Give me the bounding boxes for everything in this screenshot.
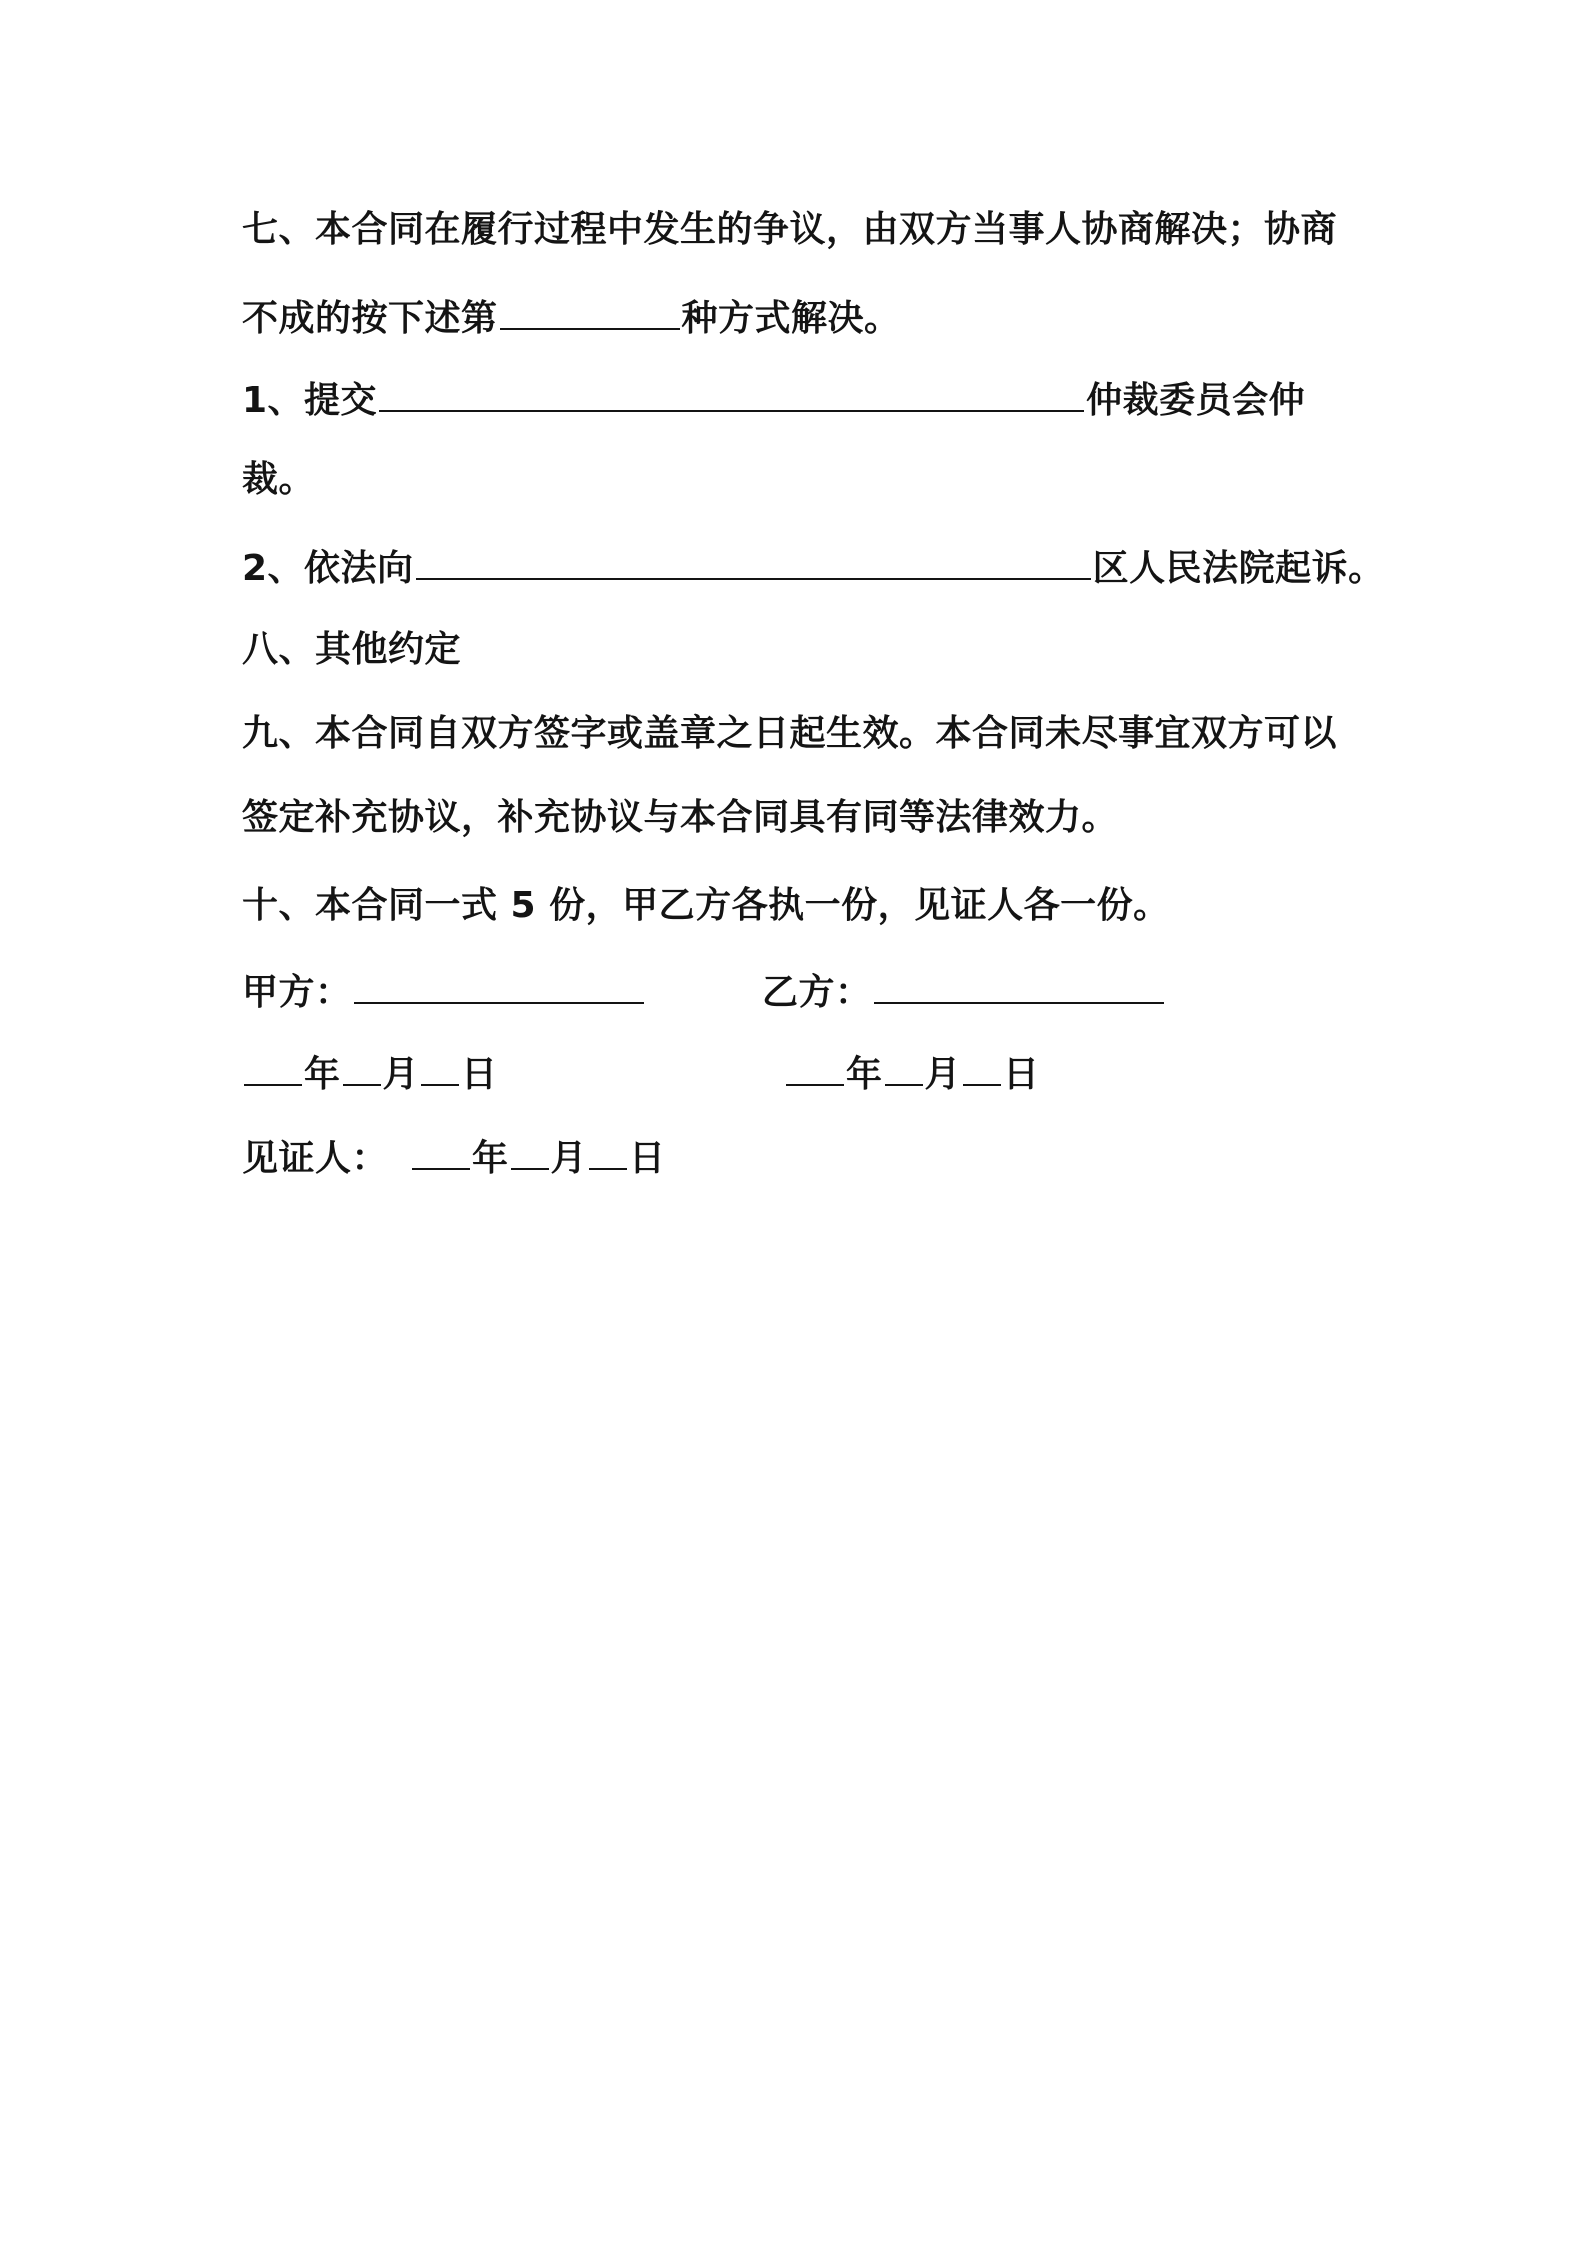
party-a-blank[interactable] bbox=[354, 970, 644, 1004]
month-blank[interactable] bbox=[885, 1052, 923, 1086]
clause-10: 十、本合同一式 5 份，甲乙方各执一份，见证人各一份。 bbox=[242, 885, 1170, 926]
party-a-signature: 甲方： bbox=[242, 970, 646, 1015]
clause-8: 八、其他约定 bbox=[242, 629, 462, 670]
clause-9-line-1: 九、本合同自双方签字或盖章之日起生效。本合同未尽事宜双方可以 bbox=[242, 713, 1338, 754]
arbitration-commission-blank[interactable] bbox=[379, 378, 1084, 412]
party-b-blank[interactable] bbox=[874, 970, 1164, 1004]
month-blank[interactable] bbox=[511, 1136, 549, 1170]
clause-9-line-2: 签定补充协议，补充协议与本合同具有同等法律效力。 bbox=[242, 797, 1119, 838]
year-blank[interactable] bbox=[786, 1052, 844, 1086]
month-blank[interactable] bbox=[343, 1052, 381, 1086]
clause-7-line-1: 七、本合同在履行过程中发生的争议，由双方当事人协商解决；协商 bbox=[242, 209, 1338, 250]
option-2-line: 2、依法向 区人民法院起诉。 bbox=[242, 548, 1385, 589]
witness-signature: 见证人： 年 月 日 bbox=[242, 1138, 666, 1179]
day-blank[interactable] bbox=[421, 1052, 459, 1086]
dispute-method-blank[interactable] bbox=[500, 296, 680, 330]
year-blank[interactable] bbox=[412, 1136, 470, 1170]
day-blank[interactable] bbox=[589, 1136, 627, 1170]
year-blank[interactable] bbox=[244, 1052, 302, 1086]
party-b-date: 年 月 日 bbox=[784, 1052, 1040, 1097]
party-b-signature: 乙方： bbox=[762, 970, 1166, 1015]
court-district-blank[interactable] bbox=[416, 546, 1091, 580]
option-1-line-2: 裁。 bbox=[242, 459, 316, 500]
party-a-date: 年 月 日 bbox=[242, 1052, 498, 1097]
option-1-line-1: 1、提交 仲裁委员会仲 bbox=[242, 380, 1306, 421]
clause-7-line-2: 不成的按下述第 种方式解决。 bbox=[242, 298, 901, 339]
day-blank[interactable] bbox=[963, 1052, 1001, 1086]
